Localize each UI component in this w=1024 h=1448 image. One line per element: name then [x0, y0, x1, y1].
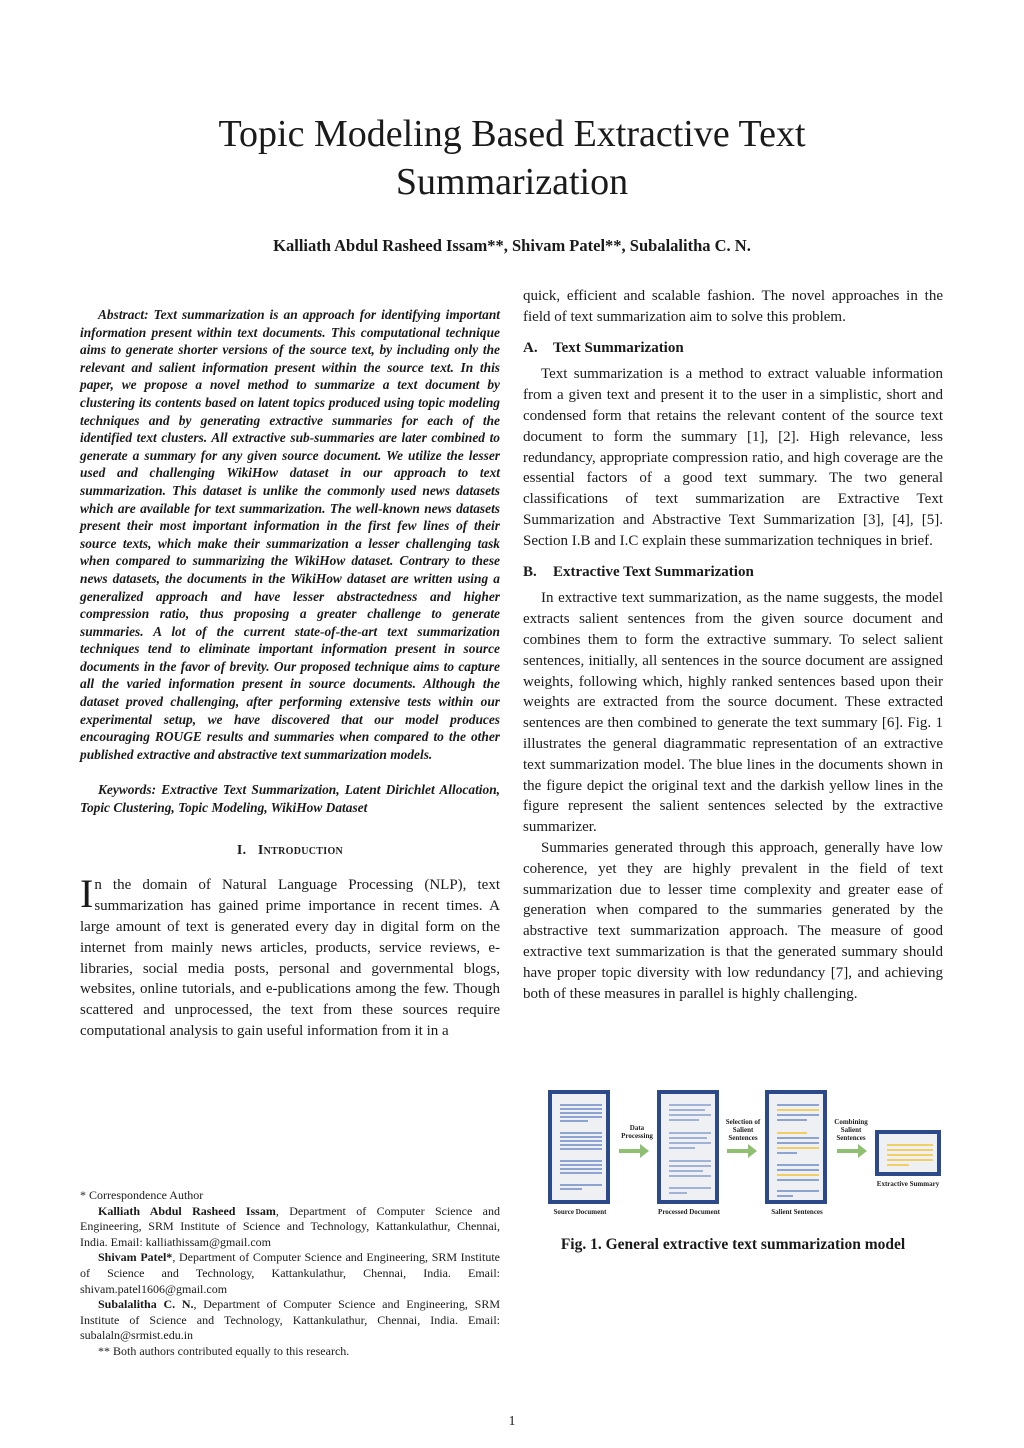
subsection-heading-b — [523, 562, 943, 583]
extractive-summary-icon — [875, 1130, 941, 1176]
footnote-author-1 — [80, 1204, 500, 1251]
author-3-name: Subalalitha C. N. — [98, 1297, 194, 1312]
arrow-right-icon — [619, 1149, 641, 1153]
footnote-author-2 — [80, 1250, 500, 1297]
right-column — [523, 286, 943, 1004]
abstract-text: : Text summarization is an approach for identifying important information present within text documents. This computational technique aims to generate shorter versions of the source text, by including only the relevant and salient information present within the source text. In this paper, we propose a novel method to summarize a text document by clustering its contents based on latent topics produced using topic modeling techniques and by generating extractive summaries for each of the identified text clusters. All extractive sub-summaries are later combined to generate a summary for any given source document. We utilize the lesser used and challenging WikiHow dataset in our approach to text summarization. This dataset is unlike the commonly used news datasets which are available for text summarization. The well-known news datasets present their most important information in the first few lines of their source texts, which make their summarization a lesser challenging task when compared to summarizing the WikiHow dataset. Contrary to these news datasets, the documents in the WikiHow dataset are written using a generalized approach and have lesser abstractedness and higher compression ratio, thus proposing a greater challenge to generate summaries. A lot of the current state-of-the-art text summarization techniques tend to eliminate important information present in source documents in the favor of brevity. Our proposed technique aims to capture all the varied information present in source documents. Although the dataset proved challenging, after performing extensive tests within our experimental setup, we have discovered that our model produces encouraging ROUGE results and summaries when compared to the other published extractive and abstractive text summarization models. — [80, 307, 500, 762]
author-2-info: , Department of Computer Science and Engineering, SRM Institute of Science and Technology, Kattankulathur, Chennai, India. Email: shivam.patel1606@gmail.com — [80, 1250, 501, 1296]
footnote-equal-contribution: ** Both authors contributed equally to this research. — [98, 1343, 350, 1358]
subsection-heading-a — [523, 338, 943, 359]
title-line-2: Summarization — [395, 161, 629, 203]
section-a-paragraph: Text summarization is a method to extract valuable information from a given text and present it to the user in a simplistic, short and condensed form that retains the relevant content of the source text document to form the summary [1], [2]. High relevance, less redundancy, appropriate compression ratio, and high coverage are the essential factors of a good text summary. The two general classifications of text summarization are Extractive Text Summarization and Abstractive Text Summarization [3], [4], [5]. Section I.B and I.C explain these summarization techniques in brief. — [523, 366, 943, 549]
processed-document-icon — [657, 1090, 719, 1204]
author-1-name: Kalliath Abdul Rasheed Issam — [98, 1203, 276, 1218]
source-document-label: Source Document — [553, 1208, 607, 1216]
author-3-info: , Department of Computer Science and Engineering, SRM Institute of Science and Technology, Kattankulathur, Chennai, India. Email: subalaln@srmist.edu.in — [80, 1297, 500, 1343]
extractive-summary-label: Extractive Summary — [876, 1180, 940, 1188]
subsection-number: A. — [523, 339, 538, 356]
section-title: Introduction — [257, 842, 344, 858]
section-heading-introduction — [80, 841, 500, 862]
salient-sentences-document-icon — [765, 1090, 827, 1204]
section-number: I. — [236, 842, 247, 858]
footnotes — [80, 1188, 500, 1360]
section-b-paragraph-2: Summaries generated through this approach, generally have low coherence, yet they are highly prevalent in the field of text summarization due to lesser time complexity and greater ease of generation when compared to the summaries generated by the abstractive text summarization approach. The measure of good extractive text summarization is that the generated summary should have proper topic diversity with low redundancy [7], and achieving both of these measures in parallel is highly challenging. — [523, 839, 943, 1002]
step-selection-salient: Selection of Salient Sentences — [725, 1118, 761, 1142]
subsection-title: Extractive Text Summarization — [553, 563, 754, 580]
arrow-right-icon — [727, 1149, 749, 1153]
page-number: 1 — [508, 1414, 516, 1429]
figure-1-diagram — [545, 1088, 945, 1220]
step-data-processing: Data Processing — [621, 1124, 653, 1140]
intro-continued: quick, efficient and scalable fashion. The novel approaches in the field of text summarization aim to solve this problem. — [523, 288, 943, 325]
intro-text: n the domain of Natural Language Processing (NLP), text summarization has gained prime importance in recent times. A large amount of text is generated every day in digital form on the internet from mainly news articles, products, service reviews, e-libraries, social media posts, personal and governmental blogs, websites, online tutorials, and e-publications among the few. Though scattered and unprocessed, the text from these sources require computational analysis to gain useful information from it in a — [80, 877, 500, 1039]
author-2-name: Shivam Patel* — [98, 1250, 173, 1265]
abstract-label: Abstract — [98, 307, 145, 322]
step-combining-salient: Combining Salient Sentences — [834, 1118, 868, 1142]
left-column — [80, 306, 500, 1042]
salient-sentences-label: Salient Sentences — [771, 1208, 823, 1216]
arrow-right-icon — [837, 1149, 859, 1153]
drop-cap: I — [80, 871, 94, 917]
author-1-info: , Department of Computer Science and Engineering, SRM Institute of Science and Technology, Kattankulathur, Chennai, India. Email: kalliathissam@gmail.com — [80, 1203, 500, 1249]
keywords — [80, 781, 500, 816]
processed-document-label: Processed Document — [658, 1208, 720, 1216]
keywords-text: : Extractive Text Summarization, Latent Dirichlet Allocation, Topic Clustering, Topic Modeling, WikiHow Dataset — [80, 782, 500, 816]
section-b-paragraph-1: In extractive text summarization, as the name suggests, the model extracts salient sentences from the given source document and combines them to form the extractive summary. To select salient sentences, initially, all sentences in the source document are assigned weights, following which, highly ranked sentences based upon their weights are extracted from the source document. These extracted sentences are then combined to generate the text summary [6]. Fig. 1 illustrates the general diagrammatic representation of an extractive text summarization model. The blue lines in the documents shown in the figure depict the original text and the darkish yellow lines in the figure represent the salient sentences selected by the extractive summarizer. — [523, 590, 943, 836]
figure-caption: Fig. 1. General extractive text summarization model — [560, 1236, 906, 1253]
paper-title — [0, 110, 1024, 206]
keywords-label: Keywords — [98, 782, 152, 798]
intro-paragraph — [80, 871, 500, 1041]
title-line-1: Topic Modeling Based Extractive Text — [218, 113, 806, 155]
abstract — [80, 306, 500, 763]
source-document-icon — [548, 1090, 610, 1204]
author-list: Kalliath Abdul Rasheed Issam**, Shivam Patel**, Subalalitha C. N. — [273, 236, 751, 255]
footnote-author-3 — [80, 1297, 500, 1344]
subsection-number: B. — [523, 563, 537, 580]
footnote-correspondence: * Correspondence Author — [80, 1188, 204, 1202]
subsection-title: Text Summarization — [553, 339, 684, 356]
